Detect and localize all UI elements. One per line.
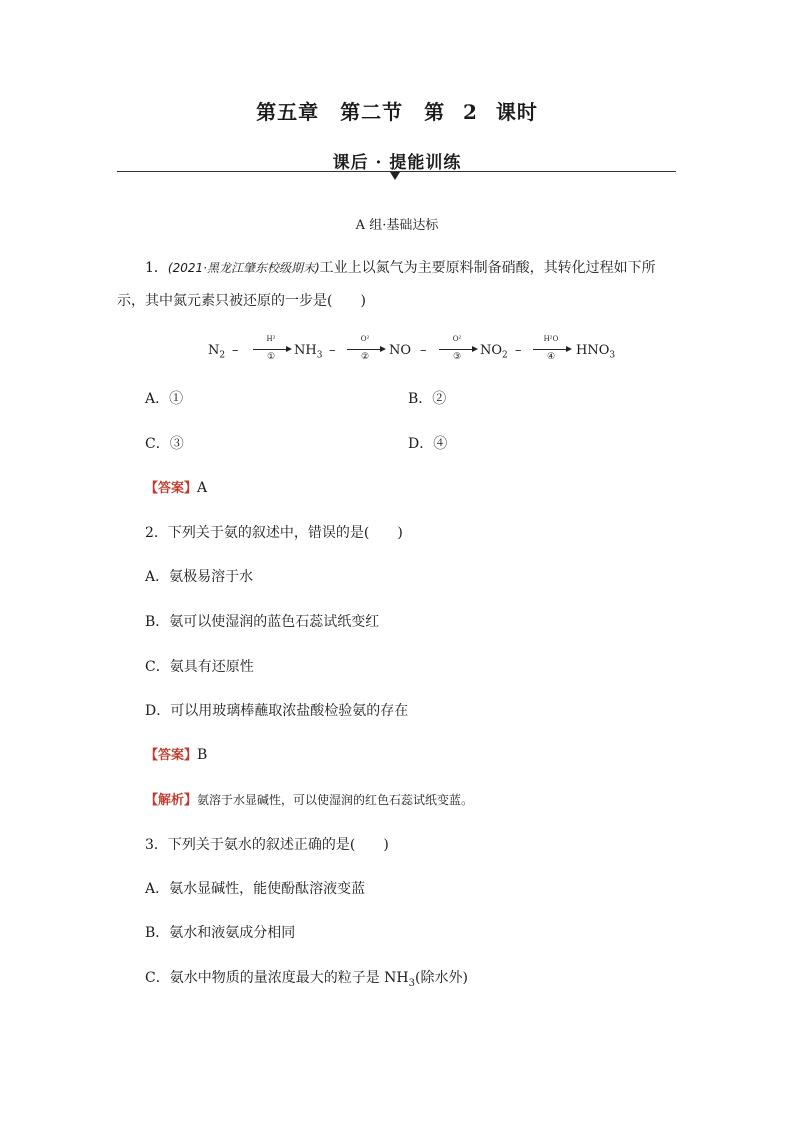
answer-1 xyxy=(145,478,207,499)
question-1-stem-line-2: 示，其中氮元素只被还原的一步是( ) xyxy=(117,293,366,309)
arrow-step-4 xyxy=(530,335,572,365)
divider-arrow-icon xyxy=(390,172,400,180)
q2-option-d: D．可以用玻璃棒蘸取浓盐酸检验氨的存在 xyxy=(145,703,409,719)
explanation-text: 氨溶于水显碱性，可以使湿润的红色石蕊试纸变蓝。 xyxy=(197,793,474,807)
q2-option-b: B．氨可以使湿润的蓝色石蕊试纸变红 xyxy=(145,614,380,630)
q3-option-a: A．氨水显碱性，能使酚酞溶液变蓝 xyxy=(145,881,366,897)
dash: – xyxy=(329,343,336,358)
question-3-stem: 3．下列关于氨水的叙述正确的是( ) xyxy=(145,837,389,853)
species-hno3: $HNO_3$ xyxy=(576,343,616,361)
page-title: 第五章 第二节 第 2 课时 xyxy=(256,100,538,124)
step-number: ① xyxy=(266,352,276,362)
option-a: A．① xyxy=(145,391,184,407)
species-n2: $N_2$ xyxy=(208,343,226,361)
q2-option-a: A．氨极易溶于水 xyxy=(145,569,254,585)
dash: – xyxy=(515,343,522,358)
species-nh3: $NH_3$ xyxy=(294,343,323,361)
dash: – xyxy=(232,343,239,358)
arrow-step-3 xyxy=(436,335,478,365)
option-c: C．③ xyxy=(145,436,184,452)
q3-option-b: B．氨水和液氨成分相同 xyxy=(145,925,296,941)
section-subtitle: 课后 · 提能训练 xyxy=(332,153,462,173)
explanation-tag: 【解析】 xyxy=(145,793,198,808)
question-source: (2021·黑龙江肇东校级期末) xyxy=(167,261,320,275)
option-d: D．④ xyxy=(408,436,448,452)
reagent-label: H²O xyxy=(543,335,559,343)
reagent-label: O² xyxy=(452,335,462,343)
q3-option-c: C．氨水中物质的量浓度最大的粒子是 $NH_3$(除水外) xyxy=(145,970,468,989)
question-1-stem-line-1 xyxy=(145,258,656,278)
question-text: 工业上以氮气为主要原料制备硝酸，其转化过程如下所 xyxy=(319,260,656,276)
arrow-step-1 xyxy=(250,335,292,365)
step-number: ② xyxy=(360,352,370,362)
question-2-stem: 2．下列关于氨的叙述中，错误的是( ) xyxy=(145,525,403,541)
q2-option-c: C．氨具有还原性 xyxy=(145,659,254,675)
answer-tag: 【答案】 xyxy=(145,748,198,763)
question-number: 1． xyxy=(145,260,168,276)
dash: – xyxy=(420,343,427,358)
step-number: ③ xyxy=(452,352,462,362)
explanation-2 xyxy=(145,790,473,811)
reagent-label: O² xyxy=(360,335,370,343)
reagent-label: H² xyxy=(266,335,276,343)
answer-value: A xyxy=(197,480,208,496)
group-title: A 组·基础达标 xyxy=(355,218,439,233)
answer-tag: 【答案】 xyxy=(145,481,198,496)
species-no2: $NO_2$ xyxy=(480,343,508,361)
step-number: ④ xyxy=(546,352,556,362)
answer-2 xyxy=(145,745,207,766)
species-no: NO xyxy=(389,343,412,358)
option-b: B．② xyxy=(408,391,447,407)
arrow-step-2 xyxy=(344,335,386,365)
answer-value: B xyxy=(197,747,208,763)
